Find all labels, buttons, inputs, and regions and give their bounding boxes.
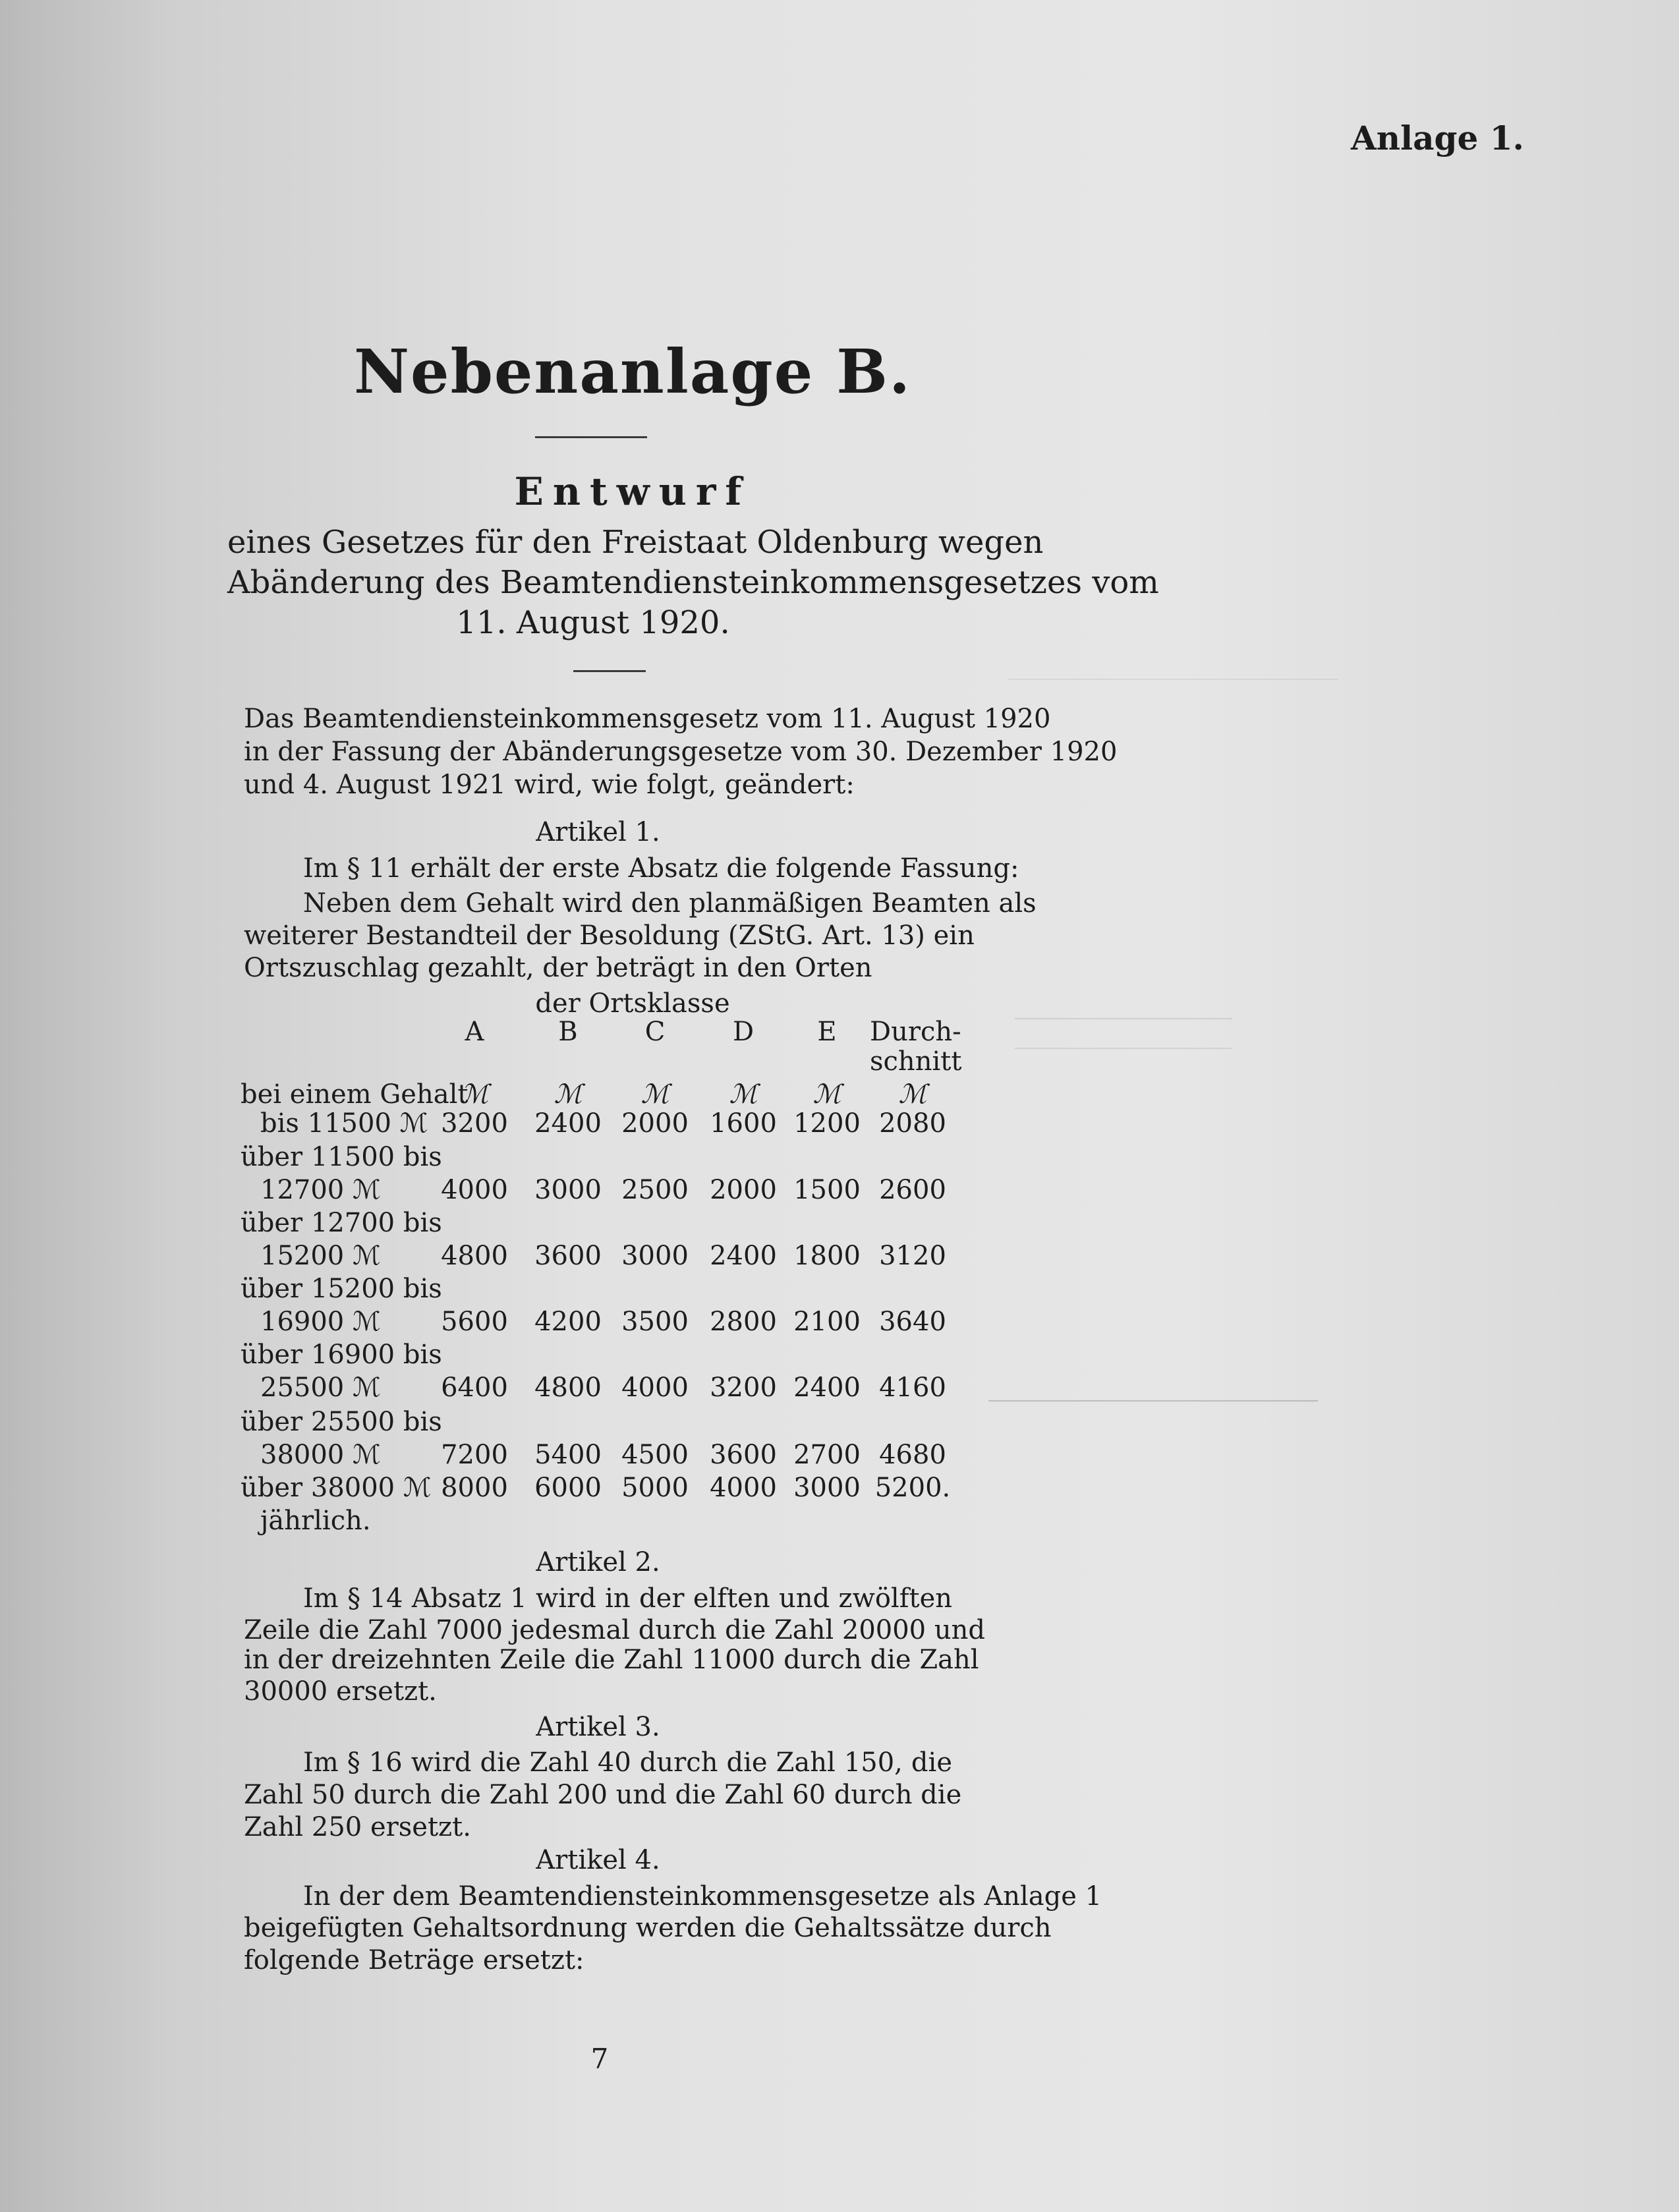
article-1-line: Neben dem Gehalt wird den planmäßigen Beamten als [303, 888, 1037, 919]
article-4-line: beigefügten Gehaltsordnung werden die Gehaltssätze durch [244, 1913, 1052, 1943]
subtitle-line: 11. August 1920. [456, 604, 730, 641]
table-cell: 5200. [874, 1473, 951, 1503]
scan-artifact [1015, 1018, 1232, 1019]
table-cell: 6000 [534, 1473, 602, 1503]
page-label: Anlage 1. [1351, 119, 1524, 157]
table-cell: 2000 [710, 1175, 777, 1205]
table-cell: 3000 [793, 1473, 861, 1503]
table-cell: 2700 [793, 1440, 861, 1470]
table-cell: 1600 [710, 1108, 777, 1139]
table-row-label: über 16900 bis [241, 1340, 442, 1370]
table-cell: 2100 [793, 1307, 861, 1337]
article-2-line: in der dreizehnten Zeile die Zahl 11000 durch die Zahl [244, 1645, 979, 1675]
table-row-label: 12700 ℳ [260, 1175, 381, 1205]
table-cell: 4800 [534, 1373, 602, 1403]
table-cell: 4500 [621, 1440, 689, 1470]
entwurf-heading: Entwurf [514, 469, 751, 514]
table-cell: 3600 [710, 1440, 777, 1470]
table-row-label: jährlich. [260, 1506, 371, 1536]
table-cell: 3640 [879, 1307, 946, 1337]
article-3-line: Zahl 250 ersetzt. [244, 1812, 471, 1842]
table-cell: 3120 [879, 1241, 946, 1271]
table-unit: ℳ [898, 1079, 927, 1110]
article-3-line: Im § 16 wird die Zahl 40 durch die Zahl 150, die [303, 1747, 952, 1778]
page-title: Nebenanlage B. [353, 336, 912, 407]
table-cell: 2400 [793, 1373, 861, 1403]
table-row-label: 16900 ℳ [260, 1307, 381, 1337]
table-row-label: über 11500 bis [241, 1142, 442, 1172]
title-rule [535, 436, 647, 438]
table-cell: 5000 [621, 1473, 689, 1503]
table-row-label: 15200 ℳ [260, 1241, 381, 1271]
table-row-label: bis 11500 ℳ [260, 1108, 428, 1139]
table-column-header: C [644, 1017, 666, 1047]
table-cell: 4160 [879, 1373, 946, 1403]
table-cell: 1500 [793, 1175, 861, 1205]
table-unit: ℳ [729, 1079, 758, 1110]
table-cell: 7200 [441, 1440, 508, 1470]
article-1-line: weiterer Bestandteil der Besoldung (ZStG. Art. 13) ein [244, 921, 975, 951]
article-4-line: folgende Beträge ersetzt: [244, 1945, 584, 1975]
table-row-label: über 38000 ℳ [241, 1473, 432, 1503]
table-row-label: über 15200 bis [241, 1274, 442, 1304]
article-1-heading: Artikel 1. [536, 817, 660, 847]
table-cell: 5400 [534, 1440, 602, 1470]
table-group-header: der Ortsklasse [535, 988, 730, 1019]
table-cell: 1800 [793, 1241, 861, 1271]
article-4-line: In der dem Beamtendiensteinkommensgesetze als Anlage 1 [303, 1881, 1102, 1912]
table-cell: 4000 [710, 1473, 777, 1503]
article-2-line: 30000 ersetzt. [244, 1676, 437, 1707]
table-cell: 2800 [710, 1307, 777, 1337]
table-cell: 4800 [441, 1241, 508, 1271]
table-cell: 4000 [621, 1373, 689, 1403]
table-column-header: schnitt [870, 1046, 962, 1077]
intro-line: und 4. August 1921 wird, wie folgt, geändert: [244, 770, 855, 800]
table-cell: 3500 [621, 1307, 689, 1337]
table-cell: 2080 [879, 1108, 946, 1139]
table-column-header: Durch- [870, 1017, 961, 1047]
table-unit-row-label: bei einem Gehalt [241, 1079, 469, 1110]
article-2-heading: Artikel 2. [536, 1547, 660, 1577]
table-row-label: über 25500 bis [241, 1407, 442, 1437]
table-unit: ℳ [554, 1079, 583, 1110]
article-4-heading: Artikel 4. [536, 1845, 660, 1875]
subtitle-line: Abänderung des Beamtendiensteinkommensgesetzes vom [227, 564, 1159, 601]
table-column-header: B [558, 1017, 578, 1047]
intro-line: Das Beamtendiensteinkommensgesetz vom 11. August 1920 [244, 704, 1051, 734]
table-column-header: D [732, 1017, 754, 1047]
table-cell: 2600 [879, 1175, 946, 1205]
article-3-line: Zahl 50 durch die Zahl 200 und die Zahl 60 durch die [244, 1780, 962, 1810]
subtitle-rule [573, 670, 646, 672]
table-cell: 4680 [879, 1440, 946, 1470]
table-column-header: E [817, 1017, 837, 1047]
table-cell: 4200 [534, 1307, 602, 1337]
table-cell: 1200 [793, 1108, 861, 1139]
table-cell: 6400 [441, 1373, 508, 1403]
table-cell: 2400 [710, 1241, 777, 1271]
article-3-heading: Artikel 3. [536, 1712, 660, 1742]
table-cell: 3000 [621, 1241, 689, 1271]
table-row-label: 38000 ℳ [260, 1440, 381, 1470]
article-2-line: Zeile die Zahl 7000 jedesmal durch die Zahl 20000 und [244, 1615, 985, 1645]
table-cell: 3200 [710, 1373, 777, 1403]
table-cell: 3600 [534, 1241, 602, 1271]
table-row-label: über 12700 bis [241, 1208, 442, 1238]
article-2-line: Im § 14 Absatz 1 wird in der elften und zwölften [303, 1583, 952, 1614]
table-unit: ℳ [640, 1079, 669, 1110]
table-cell: 4000 [441, 1175, 508, 1205]
table-column-header: A [465, 1017, 484, 1047]
table-row-label: 25500 ℳ [260, 1373, 381, 1403]
table-cell: 8000 [441, 1473, 508, 1503]
table-cell: 3200 [441, 1108, 508, 1139]
table-cell: 5600 [441, 1307, 508, 1337]
subtitle-line: eines Gesetzes für den Freistaat Oldenburg wegen [227, 524, 1044, 561]
table-cell: 2000 [621, 1108, 689, 1139]
page-number: 7 [590, 2043, 609, 2075]
table-unit: ℳ [812, 1079, 841, 1110]
scan-artifact [1015, 1048, 1232, 1049]
scan-artifact [988, 1400, 1318, 1402]
article-1-line: Im § 11 erhält der erste Absatz die folgende Fassung: [303, 853, 1019, 884]
table-cell: 3000 [534, 1175, 602, 1205]
article-1-line: Ortszuschlag gezahlt, der beträgt in den Orten [244, 953, 872, 983]
table-cell: 2400 [534, 1108, 602, 1139]
table-cell: 2500 [621, 1175, 689, 1205]
table-unit: ℳ [460, 1079, 489, 1110]
intro-line: in der Fassung der Abänderungsgesetze vom 30. Dezember 1920 [244, 737, 1118, 767]
scan-artifact [1008, 679, 1338, 680]
